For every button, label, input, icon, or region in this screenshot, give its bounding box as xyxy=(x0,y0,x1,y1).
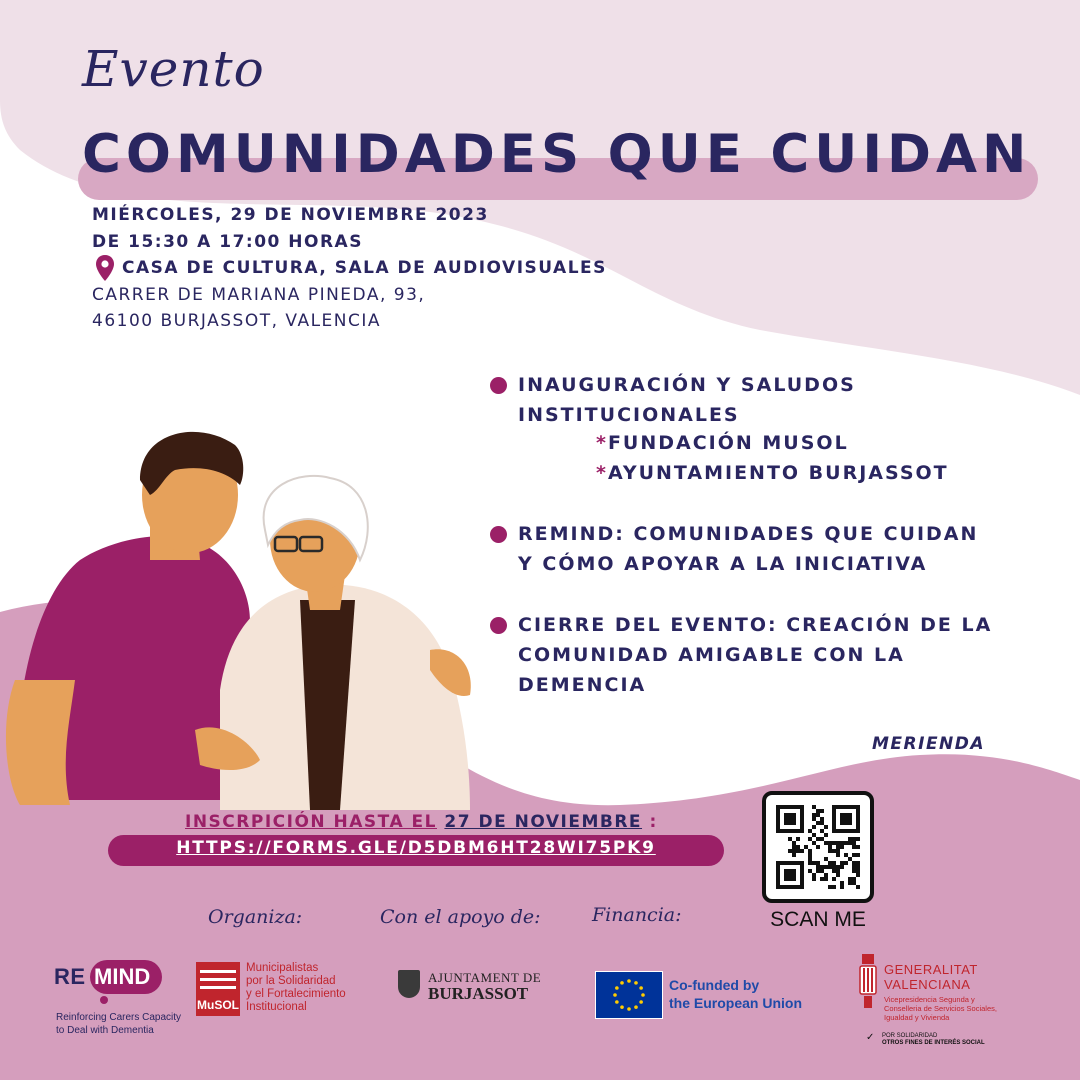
merienda-note: MERIENDA xyxy=(872,734,986,754)
agenda-item-inauguracion xyxy=(490,370,1050,430)
location-pin-icon xyxy=(94,254,116,282)
musol-mark xyxy=(196,962,240,1016)
remind-word-re: RE xyxy=(54,964,86,989)
musol-text-line: Institucional xyxy=(246,1001,307,1013)
coat-of-arms-icon xyxy=(398,970,420,998)
financia-label: Financia: xyxy=(592,904,682,926)
gva-name-line: VALENCIANA xyxy=(884,977,971,992)
agenda-item-line: INSTITUCIONALES xyxy=(518,404,740,426)
registration-label: INSCRPICIÓN HASTA EL xyxy=(185,812,437,832)
agenda-item-line: INAUGURACIÓN Y SALUDOS xyxy=(518,374,856,396)
gva-sub-line: Igualdad y Vivienda xyxy=(884,1013,950,1022)
musol-stripe xyxy=(200,970,236,973)
event-date: MIÉRCOLES, 29 DE NOVIEMBRE 2023 xyxy=(92,205,489,225)
musol-text-line: Municipalistas xyxy=(246,962,319,974)
scan-me-caption: SCAN ME xyxy=(770,908,866,931)
agenda-bullet-icon xyxy=(490,377,507,394)
gva-tag-line: POR SOLIDARIDAD xyxy=(882,1033,938,1039)
gva-tag-line: OTROS FINES DE INTERÉS SOCIAL xyxy=(882,1040,985,1046)
remind-tagline: to Deal with Dementia xyxy=(56,1025,154,1036)
eu-flag-icon xyxy=(595,971,663,1019)
remind-tagline: Reinforcing Carers Capacity xyxy=(56,1012,182,1023)
event-title: COMUNIDADES QUE CUIDAN xyxy=(82,124,1032,185)
gva-name-line: GENERALITAT xyxy=(884,962,978,977)
musol-text-line: y el Fortalecimiento xyxy=(246,988,346,1000)
registration-deadline xyxy=(185,812,658,832)
musol-stripe xyxy=(200,978,236,981)
event-script-label: Evento xyxy=(82,40,265,98)
agenda-item-line: Y CÓMO APOYAR A LA INICIATIVA xyxy=(518,553,928,575)
man-arm-left xyxy=(6,680,75,805)
organiza-label: Organiza: xyxy=(208,906,303,928)
event-street-address: CARRER DE MARIANA PINEDA, 93, xyxy=(92,285,426,305)
agenda-subitem-ayuntamiento xyxy=(596,462,949,484)
agenda-item-cierre xyxy=(490,610,1050,700)
apoyo-label: Con el apoyo de: xyxy=(380,906,541,928)
registration-colon: : xyxy=(649,812,658,832)
qr-code-frame[interactable] xyxy=(762,791,874,903)
gva-emblem-icon xyxy=(858,952,878,1010)
ajuntament-line: AJUNTAMENT DE xyxy=(428,970,542,985)
event-city: 46100 BURJASSOT, VALENCIA xyxy=(92,311,382,331)
musol-wordmark: MuSOL xyxy=(197,998,239,1012)
carer-illustration xyxy=(0,420,490,820)
registration-date: 27 DE NOVIEMBRE xyxy=(444,812,643,832)
remind-word-mind: MIND xyxy=(94,964,151,989)
agenda-bullet-icon xyxy=(490,526,507,543)
qr-code-icon xyxy=(776,805,860,889)
event-time: DE 15:30 A 17:00 HORAS xyxy=(92,232,363,252)
gva-sub-line: Vicepresidencia Segunda y xyxy=(884,995,975,1004)
eu-text-line: the European Union xyxy=(669,995,802,1011)
eu-text-line: Co-funded by xyxy=(669,977,760,993)
agenda-item-line: COMUNIDAD AMIGABLE CON LA xyxy=(518,644,905,666)
agenda-subitem-musol xyxy=(596,432,849,454)
musol-text-line: por la Solidaridad xyxy=(246,975,336,987)
musol-stripe xyxy=(200,986,236,989)
gva-sub-line: Conselleria de Servicios Sociales, xyxy=(884,1004,997,1013)
asterisk-marker: * xyxy=(596,432,608,454)
agenda-subitem-text: AYUNTAMIENTO BURJASSOT xyxy=(607,462,949,484)
asterisk-marker: * xyxy=(596,462,608,484)
agenda-item-line: CIERRE DEL EVENTO: CREACIÓN DE LA xyxy=(518,614,993,636)
agenda-subitem-text: FUNDACIÓN MUSOL xyxy=(607,432,849,454)
event-venue: CASA DE CULTURA, SALA DE AUDIOVISUALES xyxy=(122,258,607,278)
agenda-item-line: REMIND: COMUNIDADES QUE CUIDAN xyxy=(518,523,979,545)
agenda-item-line: DEMENCIA xyxy=(518,674,647,696)
remind-dot xyxy=(100,996,108,1004)
agenda-item-remind xyxy=(490,519,1050,579)
agenda-bullet-icon xyxy=(490,617,507,634)
registration-url-link[interactable]: HTTPS://FORMS.GLE/D5DBM6HT28WI75PK9 xyxy=(176,838,656,858)
checkmark-icon: ✓ xyxy=(866,1032,875,1043)
ajuntament-name: BURJASSOT xyxy=(428,984,529,1003)
